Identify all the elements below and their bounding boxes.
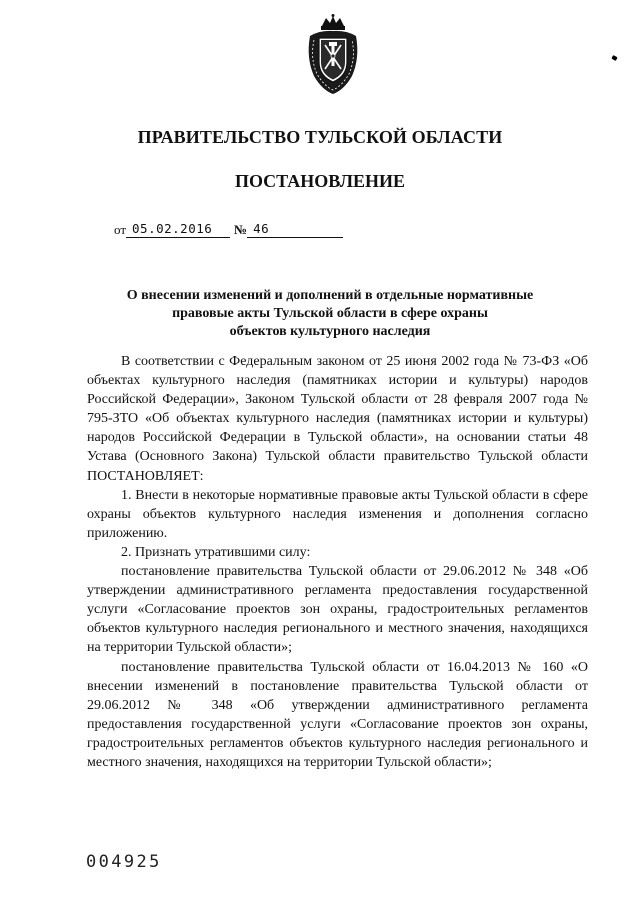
document-meta-line: [114, 218, 343, 238]
scan-speck: [611, 55, 617, 61]
number-field: 46: [247, 221, 343, 238]
document-subject: [80, 287, 580, 341]
document-body: [87, 352, 588, 772]
body-paragraph-repealed-act-1: постановление правительства Тульской области от 29.06.2012 № 348 «Об утверждении административного регламента предоставления государственной услуги «Согласование проектов зон охраны, градостроительных регламентов объектов культурного наследия регионального и местного значения, находящихся на территории Тульской области»;: [87, 564, 588, 656]
body-paragraph-preamble: В соответствии с Федеральным законом от 25 июня 2002 года № 73-ФЗ «Об объектах культурного наследия (памятниках истории и культуры) народов Российской Федерации», Законом Тульской области от 28 февраля 2007 года № 795-ЗТО «Об объектах культурного наследия (памятниках истории и культуры) народов Российской Федерации в Тульской области», на основании статьи 48 Устава (Основного Закона) Тульской области правительство Тульской области ПОСТАНОВЛЯЕТ:: [87, 354, 588, 484]
date-field: 05.02.2016: [126, 221, 230, 238]
coat-of-arms-icon: [300, 14, 366, 96]
body-paragraph-item-1: 1. Внести в некоторые нормативные правовые акты Тульской области в сфере охраны объектов культурного наследия изменения и дополнения согласно приложению.: [87, 487, 588, 541]
body-paragraph-item-2: 2. Признать утратившими силу:: [121, 544, 311, 560]
organization-title: ПРАВИТЕЛЬСТВО ТУЛЬСКОЙ ОБЛАСТИ: [137, 127, 503, 147]
document-type-title: ПОСТАНОВЛЕНИЕ: [234, 171, 406, 191]
date-label: от: [114, 222, 127, 237]
subject-line: О внесении изменений и дополнений в отдельные нормативные: [126, 288, 534, 303]
body-paragraph-repealed-act-2: постановление правительства Тульской области от 16.04.2013 № 160 «О внесении изменений в постановление правительства Тульской области от 29.06.2012 № 348 «Об утверждении административного регламента предоставления государственной услуги «Согласование проектов зон охраны, градостроительных регламентов объектов культурного наследия регионального и местного значения, находящихся на территории Тульской области»;: [87, 659, 588, 770]
number-label: №: [234, 222, 248, 237]
serial-number: 004925: [86, 852, 162, 872]
subject-line: правовые акты Тульской области в сфере охраны: [172, 306, 488, 321]
subject-line: объектов культурного наследия: [229, 324, 431, 339]
